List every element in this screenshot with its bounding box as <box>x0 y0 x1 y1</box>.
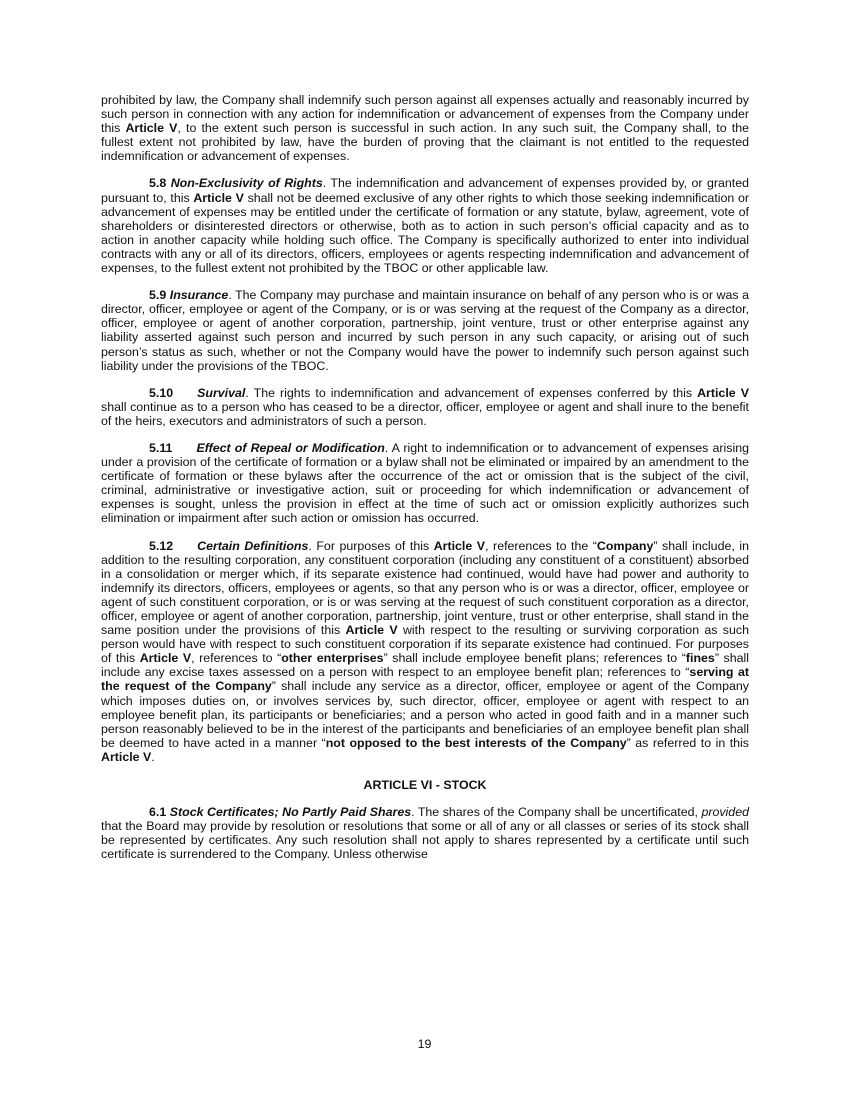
paragraph-continuation: prohibited by law, the Company shall indemnify such person against all expenses actually and reasonably incurred by such person in connection with any action for indemnification or advancement of expenses from the Company under this Article V, to the extent such person is successful in such action. In any such suit, the Company shall, to the fullest extent not prohibited by law, have the burden of proving that the claimant is not entitled to the requested indemnification or advancement of expenses. <box>101 93 749 164</box>
section-number: 6.1 <box>149 805 167 820</box>
article-reference: Article V <box>101 749 152 764</box>
section-heading: Stock Certificates; No Partly Paid Shares <box>169 805 412 820</box>
article-reference: Article V <box>433 538 486 553</box>
section-5-12: 5.12 Certain Definitions. For purposes of this Article V, references to the “Company” shall include, in addition to the resulting corporation, any constituent corporation (including any constituent of a constituent) absorbed in a consolidation or merger which, if its separate existence had continued, would have had power and authority to indemnify its directors, officers, employees or agents, so that any person who is or was a director, officer, employee or agent of such constituent corporation, or is or was serving at the request of such constituent corporation as a director, officer, employee or agent of another corporation, partnership, joint venture, trust or other enterprise, shall stand in the same position under the provisions of this Article V with respect to the resulting or surviving corporation as such person would have with respect to such constituent corporation if its separate existence had continued. For purposes of this Article V, references to “other enterprises” shall include employee benefit plans; references to “fines” shall include any excise taxes assessed on a person with respect to an employee benefit plan; references to “serving at the request of the Company” shall include any service as a director, officer, employee or agent of the Company which imposes duties on, or involves services by, such director, officer, employee or agent with respect to an employee benefit plan, its participants or beneficiaries; and a person who acted in good faith and in a manner such person reasonably believed to be in the interest of the participants and beneficiaries of an employee benefit plan shall be deemed to have acted in a manner “not opposed to the best interests of the Company” as referred to in this Article V. <box>101 538 749 764</box>
defined-term: fines <box>685 651 715 666</box>
section-heading: Non-Exclusivity of Rights <box>170 176 323 191</box>
section-number: 5.8 <box>149 176 167 191</box>
defined-term: other enterprises <box>281 651 384 666</box>
article-reference: Article V <box>697 385 749 400</box>
section-6-1: 6.1 Stock Certificates; No Partly Paid Shares. The shares of the Company shall be uncertificated, provided that the Board may provide by resolution or resolutions that some or all of any or all classes or series of its stock shall be represented by certificates. Any such resolution shall not apply to shares represented by a certificate until such certificate is surrendered to the Company. Unless otherwise <box>101 805 749 862</box>
section-5-8: 5.8 Non-Exclusivity of Rights. The indemnification and advancement of expenses provided by, or granted pursuant to, this Article V shall not be deemed exclusive of any other rights to which those seeking indemnification or advancement of expenses may be entitled under the certificate of formation or any statute, bylaw, agreement, vote of shareholders or disinterested directors or otherwise, both as to action in such person’s official capacity and as to action in another capacity while holding such office. The Company is specifically authorized to enter into individual contracts with any or all of its directors, officers, employees or agents respecting indemnification and advancement of expenses, to the fullest extent not prohibited by the TBOC or other applicable law. <box>101 176 750 276</box>
section-number: 5.10 <box>149 385 174 400</box>
defined-term: Company <box>596 538 654 553</box>
page-number: 19 <box>417 1037 432 1051</box>
document-page <box>101 93 749 875</box>
section-5-11: 5.11 Effect of Repeal or Modification. A right to indemnification or to advancement of expenses arising under a provision of the certificate of formation or a bylaw shall not be eliminated or impaired by an amendment to the certificate of formation or these bylaws after the occurrence of the act or omission that is the subject of the civil, criminal, administrative or investigative action, suit or proceeding for which indemnification or advancement of expenses is sought, unless the provision in effect at the time of such act or omission explicitly authorizes such elimination or impairment after such action or omission has occurred. <box>101 440 749 526</box>
section-number: 5.11 <box>149 440 173 455</box>
section-heading: Survival <box>197 385 246 400</box>
section-5-9: 5.9 Insurance. The Company may purchase and maintain insurance on behalf of any person who is or was a director, officer, employee or agent of the Company, or is or was serving at the request of the Company as a director, officer, employee or agent of another corporation, partnership, joint venture, trust or other enterprise against any liability asserted against such person and incurred by such person in any such capacity, or arising out of such person’s status as such, whether or not the Company would have the power to indemnify such person against such liability under the provisions of the TBOC. <box>101 288 750 373</box>
article-heading: ARTICLE VI - STOCK <box>363 778 487 793</box>
section-heading: Certain Definitions <box>197 538 309 553</box>
section-heading: Effect of Repeal or Modification <box>196 440 385 455</box>
emphasis-term: provided <box>701 805 749 820</box>
section-number: 5.9 <box>149 288 167 303</box>
article-reference: Article V <box>345 623 398 638</box>
article-reference: Article V <box>139 651 192 666</box>
section-heading: Insurance <box>169 288 229 303</box>
defined-term: serving at the request of the Company <box>101 665 749 694</box>
article-reference: Article V <box>193 190 244 205</box>
section-5-10: 5.10 Survival. The rights to indemnification and advancement of expenses conferred by this Article V shall continue as to a person who has ceased to be a director, officer, employee or agent and shall inure to the benefit of the heirs, executors and administrators of such a person. <box>101 385 749 428</box>
defined-term: not opposed to the best interests of the Company <box>325 735 627 750</box>
section-number: 5.12 <box>149 538 174 553</box>
article-reference: Article V <box>125 121 178 136</box>
